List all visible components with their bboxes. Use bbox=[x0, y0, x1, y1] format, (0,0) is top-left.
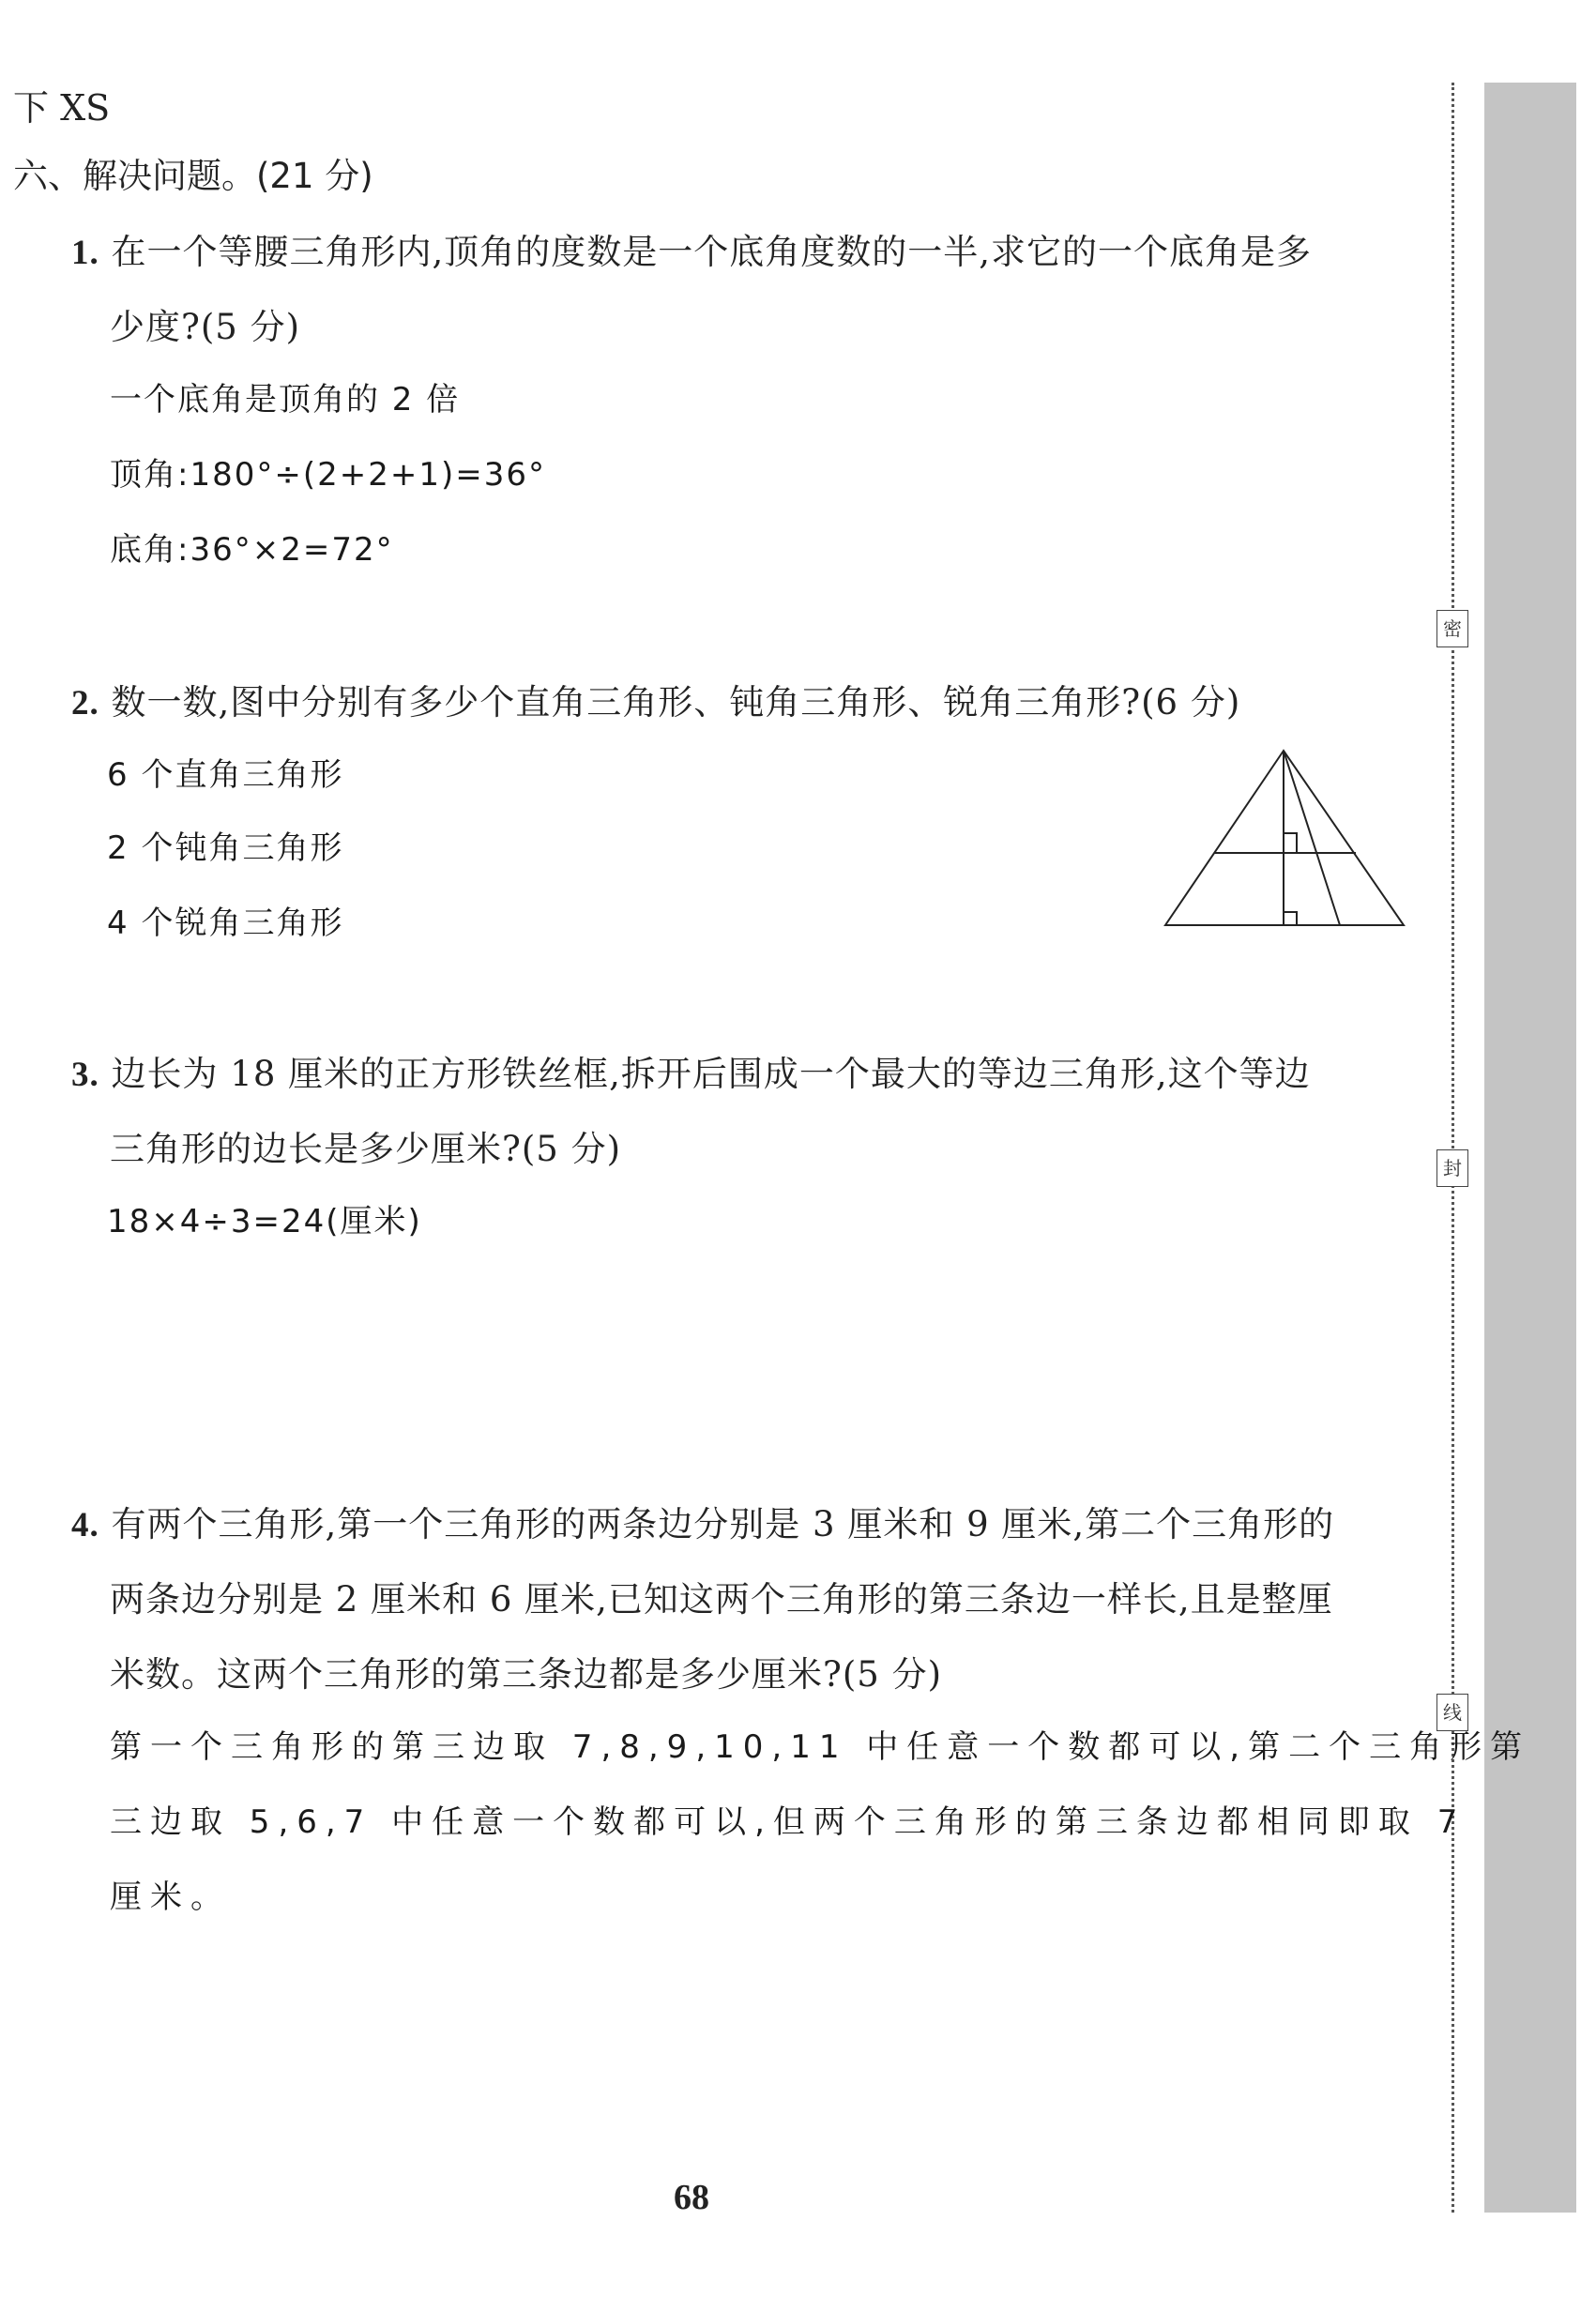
answer-line: 第一个三角形的第三边取 7,8,9,10,11 中任意一个数都可以,第二个三角形第 bbox=[110, 1728, 1531, 1766]
right-angle-mark-lower bbox=[1284, 912, 1297, 925]
answer-line: 底角:36°×2=72° bbox=[110, 531, 394, 569]
right-angle-mark-upper bbox=[1284, 833, 1297, 853]
question-4-line-3: 米数。这两个三角形的第三条边都是多少厘米?(5 分) bbox=[110, 1654, 943, 1695]
seal-mark-xian: 线 bbox=[1436, 1694, 1468, 1731]
cevian-line bbox=[1284, 751, 1340, 925]
question-3-line-1 bbox=[71, 1045, 1311, 1096]
question-text: 数一数,图中分别有多少个直角三角形、钝角三角形、锐角三角形?(6 分) bbox=[111, 682, 1241, 722]
question-1-line-2: 少度?(5 分) bbox=[110, 307, 301, 347]
answer-line: 6 个直角三角形 bbox=[107, 756, 344, 794]
question-4-line-1 bbox=[71, 1496, 1334, 1546]
edition-label: 下 XS bbox=[13, 87, 111, 129]
question-4-line-2: 两条边分别是 2 厘米和 6 厘米,已知这两个三角形的第三条边一样长,且是整厘 bbox=[110, 1579, 1333, 1620]
answer-line: 2 个钝角三角形 bbox=[107, 829, 344, 867]
answer-line: 18×4÷3=24(厘米) bbox=[107, 1203, 422, 1240]
question-text: 在一个等腰三角形内,顶角的度数是一个底角度数的一半,求它的一个底角是多 bbox=[111, 232, 1313, 272]
answer-line: 三边取 5,6,7 中任意一个数都可以,但两个三角形的第三条边都相同即取 7 bbox=[110, 1803, 1467, 1841]
triangle-figure bbox=[1162, 747, 1409, 931]
answer-line: 顶角:180°÷(2+2+1)=36° bbox=[110, 456, 546, 494]
binding-dotted-line bbox=[1452, 83, 1454, 2213]
question-number: 4. bbox=[71, 1506, 99, 1544]
answer-line: 一个底角是顶角的 2 倍 bbox=[110, 381, 461, 418]
question-1-line-1 bbox=[71, 223, 1312, 274]
question-text: 边长为 18 厘米的正方形铁丝框,拆开后围成一个最大的等边三角形,这个等边 bbox=[111, 1054, 1311, 1094]
answer-line: 4 个锐角三角形 bbox=[107, 905, 344, 942]
seal-mark-feng: 封 bbox=[1436, 1149, 1468, 1187]
question-2-line-1 bbox=[71, 674, 1240, 724]
answer-line: 厘米。 bbox=[110, 1878, 231, 1916]
question-number: 1. bbox=[71, 234, 99, 272]
section-title: 六、解决问题。(21 分) bbox=[13, 156, 373, 196]
page-number: 68 bbox=[674, 2178, 709, 2217]
question-3-line-2: 三角形的边长是多少厘米?(5 分) bbox=[110, 1129, 622, 1169]
question-text: 有两个三角形,第一个三角形的两条边分别是 3 厘米和 9 厘米,第二个三角形的 bbox=[111, 1504, 1335, 1544]
question-number: 3. bbox=[71, 1056, 99, 1094]
binding-strip bbox=[1484, 83, 1576, 2213]
question-number: 2. bbox=[71, 684, 99, 722]
seal-mark-mi: 密 bbox=[1436, 610, 1468, 647]
